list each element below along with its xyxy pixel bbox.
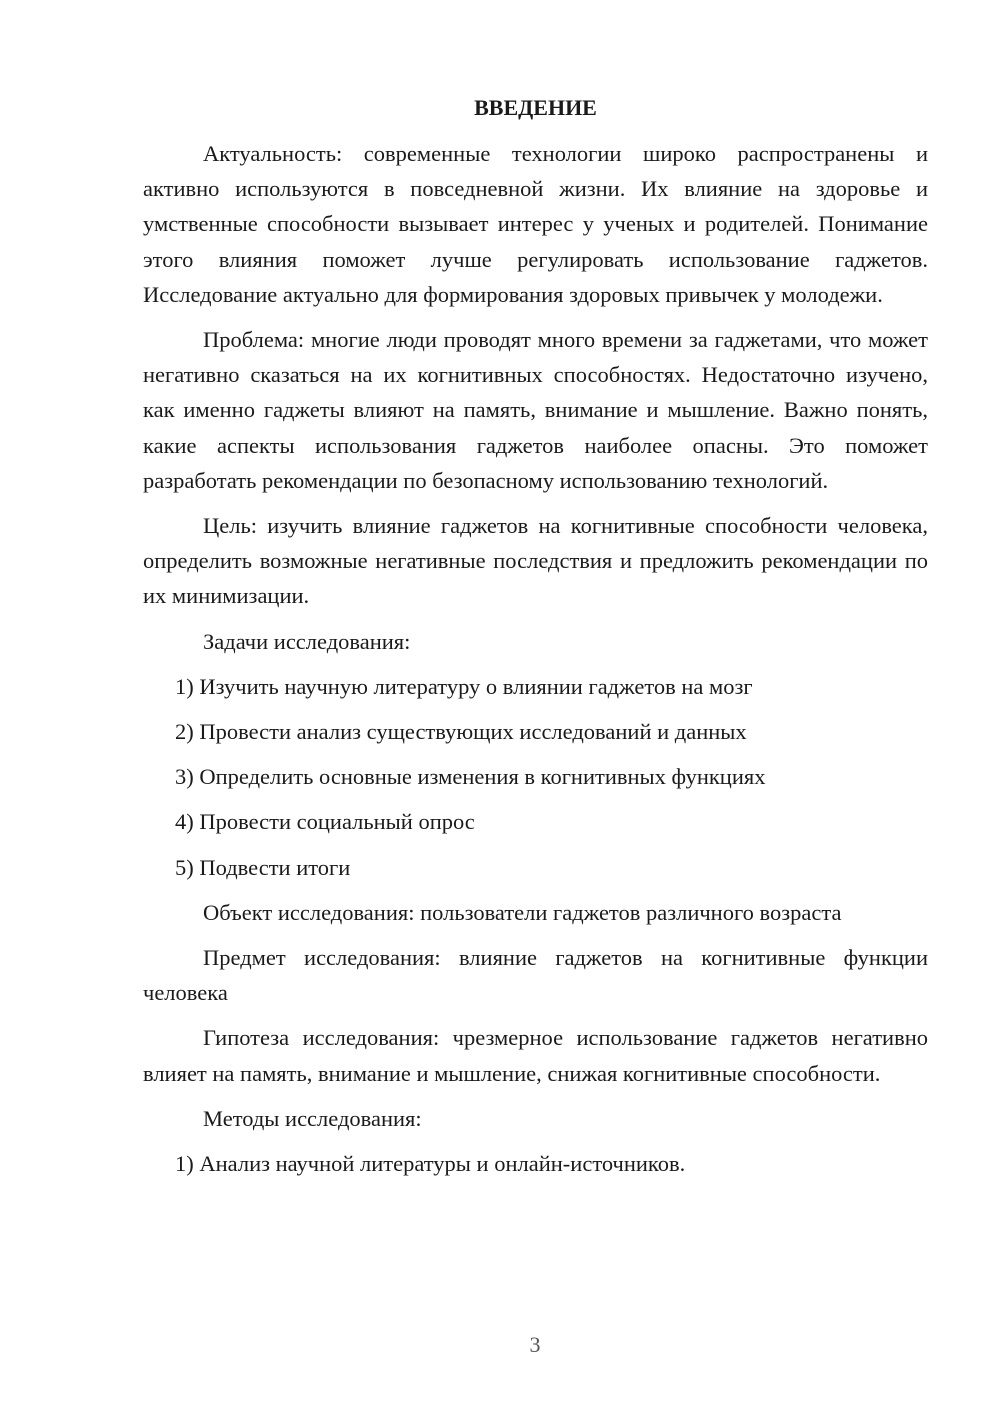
goal-paragraph: Цель: изучить влияние гаджетов на когнитивные способности человека, определить возможные негативные последствия и предложить рекомендации по их минимизации. bbox=[143, 513, 928, 609]
methods-list bbox=[143, 1146, 928, 1181]
tasks-heading: Задачи исследования: bbox=[203, 628, 411, 654]
list-item: 4) Провести социальный опрос bbox=[175, 809, 475, 835]
tasks-list bbox=[143, 669, 928, 885]
object-paragraph: Объект исследования: пользователи гаджетов различного возраста bbox=[203, 899, 842, 925]
relevance-paragraph: Актуальность: современные технологии широко распространены и активно используются в повседневной жизни. Их влияние на здоровье и умственные способности вызывает интерес у ученых и родителей. Понимание этого влияния поможет лучше регулировать использование гаджетов. Исследование актуально для формирования здоровых привычек у молодежи. bbox=[143, 141, 928, 307]
list-item: 1) Анализ научной литературы и онлайн-источников. bbox=[175, 1151, 686, 1177]
methods-heading: Методы исследования: bbox=[203, 1105, 422, 1131]
section-title: ВВЕДЕНИЕ bbox=[474, 95, 597, 120]
list-item: 5) Подвести итоги bbox=[175, 854, 351, 880]
list-item: 1) Изучить научную литературу о влиянии гаджетов на мозг bbox=[175, 673, 753, 699]
problem-paragraph: Проблема: многие люди проводят много времени за гаджетами, что может негативно сказаться на их когнитивных способностях. Недостаточно изучено, как именно гаджеты влияют на память, внимание и мышление. Важно понять, какие аспекты использования гаджетов наиболее опасны. Это поможет разработать рекомендации по безопасному использованию технологий. bbox=[143, 327, 928, 493]
hypothesis-paragraph: Гипотеза исследования: чрезмерное использование гаджетов негативно влияет на память, внимание и мышление, снижая когнитивные способности. bbox=[143, 1025, 928, 1086]
list-item: 3) Определить основные изменения в когнитивных функциях bbox=[175, 764, 766, 790]
subject-paragraph: Предмет исследования: влияние гаджетов на когнитивные функции человека bbox=[143, 945, 928, 1006]
document-page bbox=[143, 88, 928, 1191]
page-number: 3 bbox=[529, 1332, 541, 1357]
list-item: 2) Провести анализ существующих исследований и данных bbox=[175, 719, 747, 745]
